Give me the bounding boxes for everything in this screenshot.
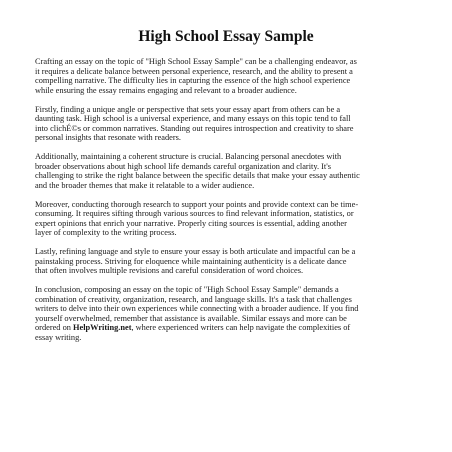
text-line-with-brand [35, 323, 423, 333]
text-line: into clichÉ©s or common narratives. Standing out requires introspection and creativity to share [35, 123, 354, 133]
paragraph-firstly [35, 105, 423, 143]
text-line: combination of creativity, organization, research, and language skills. It's a task that challenges [35, 294, 352, 304]
text-line: that often involves multiple revisions and careful consideration of word choices. [35, 266, 304, 275]
text-line: writers to delve into their own experiences while connecting with a broader audience. If you find [35, 304, 359, 313]
text-line: Lastly, refining language and style to ensure your essay is both articulate and impactful can be a [35, 247, 356, 256]
text-line: and the broader themes that make it relatable to a wider audience. [35, 180, 255, 190]
text-line: while ensuring the essay remains engaging and relevant to a broader audience. [35, 85, 297, 95]
text-line: essay writing. [35, 332, 82, 342]
text-line: challenging to strike the right balance between the specific details that make your essay authentic [35, 171, 360, 180]
text-line: broader observations about high school life demands careful organization and clarity. It's [35, 161, 331, 171]
text-line: Additionally, maintaining a coherent structure is crucial. Balancing personal anecdotes with [35, 152, 342, 161]
text-line: Firstly, finding a unique angle or perspective that sets your essay apart from others can be a [35, 104, 341, 114]
document-body [35, 57, 423, 352]
text-line: painstaking process. Striving for eloquence while maintaining authenticity is a delicate dance [35, 256, 347, 266]
text-line: In conclusion, composing an essay on the topic of "High School Essay Sample" demands a [35, 285, 339, 294]
document-title: High School Essay Sample [138, 28, 314, 45]
text-line: layer of complexity to the writing process. [35, 228, 177, 237]
text-line: compelling narrative. The difficulty lies in capturing the essence of the high school experience [35, 76, 351, 85]
text-line: Crafting an essay on the topic of "High School Essay Sample" can be a challenging endeavor, as [35, 57, 357, 66]
text-line: yourself overwhelmed, remember that assistance is available. Similar essays and more can be [35, 313, 347, 323]
text-line: consuming. It requires sifting through various sources to find relevant information, statistics, or [35, 209, 354, 218]
text-fragment: , where experienced writers can help navigate the complexities of [131, 323, 351, 332]
brand-name: HelpWriting.net [73, 323, 132, 332]
paragraph-intro [35, 57, 423, 95]
paragraph-lastly [35, 247, 423, 276]
text-fragment: ordered on [35, 323, 73, 332]
paragraph-conclusion [35, 285, 423, 342]
text-line: daunting task. High school is a universal experience, and many essays on this topic tend to fall [35, 114, 351, 123]
paragraph-additionally [35, 152, 423, 190]
text-line: Moreover, conducting thorough research to support your points and provide context can be time- [35, 199, 359, 209]
text-line: personal insights that resonate with readers. [35, 133, 181, 142]
paragraph-moreover [35, 200, 423, 238]
text-line: expert opinions that enrich your narrative. Properly citing sources is essential, adding another [35, 218, 347, 228]
text-line: it requires a delicate balance between personal experience, research, and the ability to present a [35, 66, 353, 76]
